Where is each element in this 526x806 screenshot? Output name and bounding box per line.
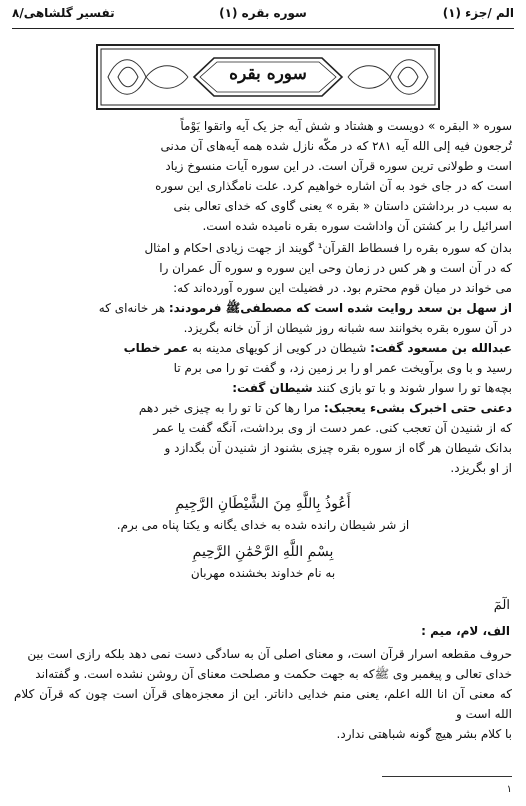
surah-title-banner [96, 44, 440, 110]
text-line: بدان که سوره بقره را فسطاط القرآن¹ گویند از جهت زیادی احکام و امثال [144, 241, 512, 255]
text-line: می خواند در میان قوم محترم بود. در فضیلت این سوره آورده‌اند که: [173, 281, 512, 295]
basmala-arabic: بِسْمِ اللَّهِ الرَّحْمَٰنِ الرَّحِيمِ [192, 544, 334, 560]
intro-paragraph [14, 116, 512, 236]
text-line: در آن سوره بقره بخوانند سه شبانه روز شیطان از آن خانه بگریزد. [183, 321, 512, 335]
text-line: رسید و با وی برآویخت عمر او را بر زمین زد، و گفت تو را می برم تا [173, 361, 512, 375]
narrator-sahl: از سهل بن سعد روایت شده است که مصطفیﷺ فرمودند: [168, 301, 512, 315]
verse-alm: الٓمٓ [493, 598, 510, 613]
running-header [12, 6, 514, 26]
text-line: از او بگریزد. [450, 461, 512, 475]
narrator-abdullah: عبدالله بن مسعود گفت: [370, 341, 512, 355]
footnote-rule [382, 776, 512, 777]
text-span: مرا رها کن تا تو را به چیزی خبر دهم [138, 401, 324, 415]
text-line: اسرائیل را بر کشتن آن واداشت سوره بقره نامیده شده است. [202, 219, 512, 233]
header-surah: سوره بقره (۱) [219, 6, 307, 20]
text-span: هر خانه‌ای که [98, 301, 169, 315]
text-line: که معنی آن انا الله اعلم، یعنی منم خدایی داناتر. این از معجزه‌های قرآن است چون که قرآن کلام الله است و [14, 687, 512, 721]
name-omar: عمر خطاب [123, 341, 189, 355]
text-line: خدای تعالی و پیغمبر وی ﷺکه به جهت حکمت و مصلحت معنای آن روشن نشده است. و گفته‌اند [35, 667, 512, 681]
header-rule [12, 28, 514, 29]
text-line [14, 338, 512, 358]
text-line: است و طولانی ترین سوره قرآن است. در این سوره آیات منسوخ زیاد [165, 159, 512, 173]
virtues-paragraph [14, 238, 512, 478]
text-line: سوره « البقره » دویست و هشتاد و شش آیه جز یک آیه واتقوا یَوْماً [180, 119, 512, 133]
text-line: است که در جای خود به آن اشاره خواهیم کرد. علت نامگذاری این سوره [155, 179, 512, 193]
text-line [14, 378, 512, 398]
footnote-number: ۱ [506, 784, 512, 795]
text-line: که در آن است و هر کس در زمان وحی این سوره و سوره آل عمران را [159, 261, 512, 275]
arabic-quote: دعنی حتی اخبرک بشیء یعجبک: [323, 401, 512, 415]
header-juz: الم /جزء (۱) [442, 6, 514, 20]
section-heading: الف، لام، میم : [421, 624, 510, 638]
istiadha-translation: از شر شیطان رانده شده به خدای یگانه و یکتا پناه می برم. [116, 518, 410, 532]
text-span: شیطان در کویی از کویهای مدینه به [188, 341, 371, 355]
text-span: بچه‌ها تو را سوار شوند و با تو بازی کنند [312, 381, 512, 395]
text-line [14, 398, 512, 418]
surah-title: سوره بقره [229, 64, 307, 84]
tafsir-paragraph [14, 644, 512, 744]
text-line: با کلام بشر هیچ گونه شباهتی ندارد. [336, 727, 512, 741]
text-line [14, 298, 512, 318]
text-line: حروف مقطعه اسرار قرآن است، و معنای اصلی آن به سادگی دست نمی دهد بلکه رازی است بین [27, 647, 512, 661]
istiadha-arabic: أَعُوذُ بِاللَّهِ مِنَ الشَّيْطَانِ الرَّجِيمِ [175, 496, 351, 512]
text-line: تُرجعون فیه إلی الله آیه ۲۸۱ که در مکّه نازل شده همه آیه‌های آن مدنی [160, 139, 512, 153]
basmala-translation: به نام خداوند بخشنده مهربان [190, 566, 336, 580]
text-line: به سبب در برداشتن داستان « بقره » یعنی گاوی که خدای تعالی بنی [173, 199, 512, 213]
header-book-page: تفسیر گلشاهی/۸ [12, 6, 115, 20]
shaytan-said: شیطان گفت: [232, 381, 313, 395]
text-line: که از شنیدن آن تعجب کنی. عمر دست از وی برداشت، آنگه گفت یا عمر [153, 421, 512, 435]
text-line: بدانک شیطان هر گاه از سوره بقره چیزی بشنود از شنیدن آن بگدازد و [164, 441, 512, 455]
